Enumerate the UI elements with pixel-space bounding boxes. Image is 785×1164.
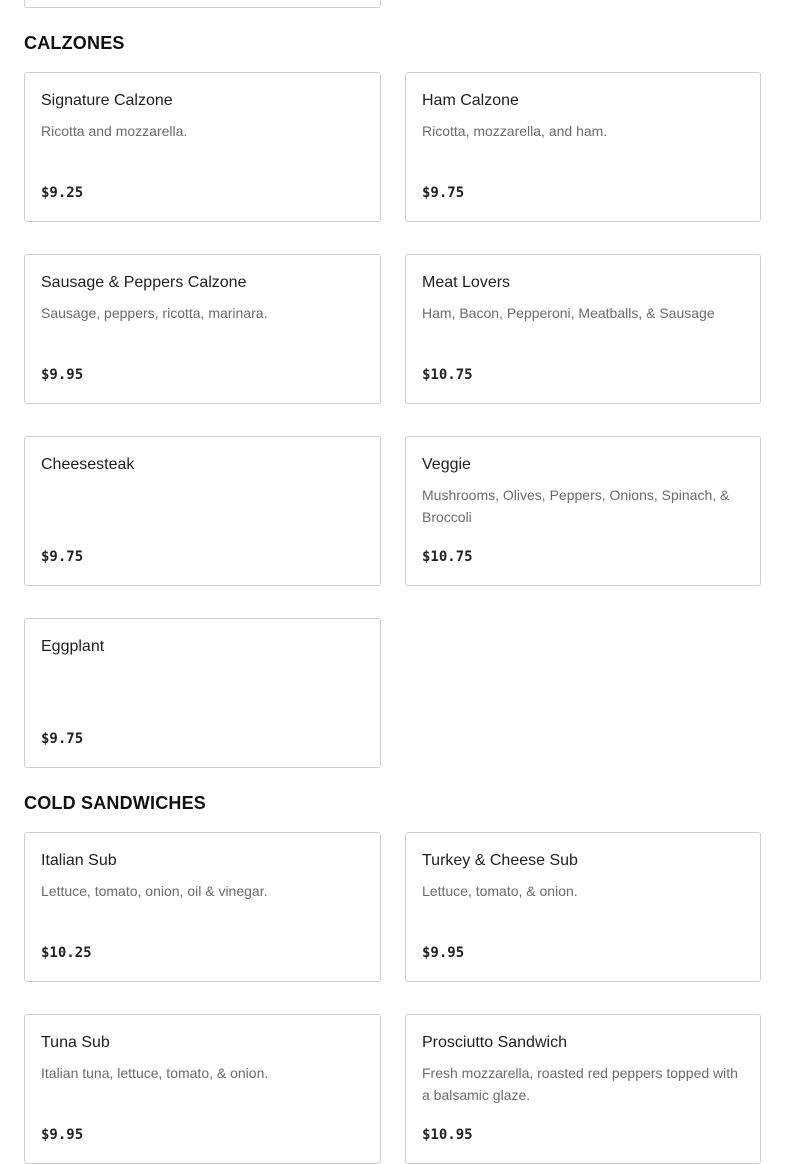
item-price: $10.25 [41, 945, 92, 961]
menu-item-card[interactable] [405, 72, 761, 222]
item-description: Fresh mozzarella, roasted red peppers topped with a balsamic glaze. [422, 1065, 738, 1103]
item-price: $9.75 [41, 731, 84, 747]
section-title-cold-sandwiches: COLD SANDWICHES [24, 793, 206, 813]
item-price: $9.95 [422, 945, 465, 961]
item-name: Italian Sub [41, 852, 117, 869]
menu-item-card[interactable] [405, 832, 761, 982]
menu-item-card[interactable] [24, 1014, 381, 1164]
item-description: Mushrooms, Olives, Peppers, Onions, Spinach, & Broccoli [422, 487, 730, 525]
item-name: Tuna Sub [41, 1034, 110, 1051]
item-name: Turkey & Cheese Sub [422, 852, 578, 869]
item-name: Sausage & Peppers Calzone [41, 274, 247, 291]
menu-item-card[interactable] [405, 254, 761, 404]
item-price: $9.25 [41, 185, 84, 201]
menu-item-card[interactable] [405, 436, 761, 586]
menu-item-card[interactable] [24, 72, 381, 222]
menu-item-card[interactable] [24, 254, 381, 404]
section-title-calzones: CALZONES [24, 33, 125, 53]
item-description: Ham, Bacon, Pepperoni, Meatballs, & Sausage [422, 305, 715, 321]
item-price: $10.75 [422, 549, 473, 565]
menu-item-card[interactable] [405, 1014, 761, 1164]
item-description: Lettuce, tomato, onion, oil & vinegar. [41, 883, 268, 899]
item-name: Signature Calzone [41, 92, 173, 109]
item-description: Ricotta and mozzarella. [41, 123, 188, 139]
item-description: Ricotta, mozzarella, and ham. [422, 123, 608, 139]
menu-item-card[interactable] [24, 436, 381, 586]
menu-item-card[interactable] [24, 832, 381, 982]
menu-item-card[interactable] [24, 0, 381, 8]
item-name: Meat Lovers [422, 274, 511, 291]
item-name: Eggplant [41, 638, 105, 655]
item-description: Italian tuna, lettuce, tomato, & onion. [41, 1065, 269, 1081]
item-price: $9.75 [41, 549, 84, 565]
item-price: $9.95 [41, 367, 84, 383]
item-description: Sausage, peppers, ricotta, marinara. [41, 305, 268, 321]
item-price: $10.75 [422, 367, 473, 383]
item-price: $9.75 [422, 185, 465, 201]
menu-item-card[interactable] [24, 618, 381, 768]
item-price: $9.95 [41, 1127, 84, 1143]
item-name: Cheesesteak [41, 456, 135, 473]
item-description: Lettuce, tomato, & onion. [422, 883, 578, 899]
item-price: $10.95 [422, 1127, 473, 1143]
item-name: Ham Calzone [422, 92, 519, 109]
item-name: Prosciutto Sandwich [422, 1034, 567, 1051]
item-name: Veggie [422, 456, 471, 473]
